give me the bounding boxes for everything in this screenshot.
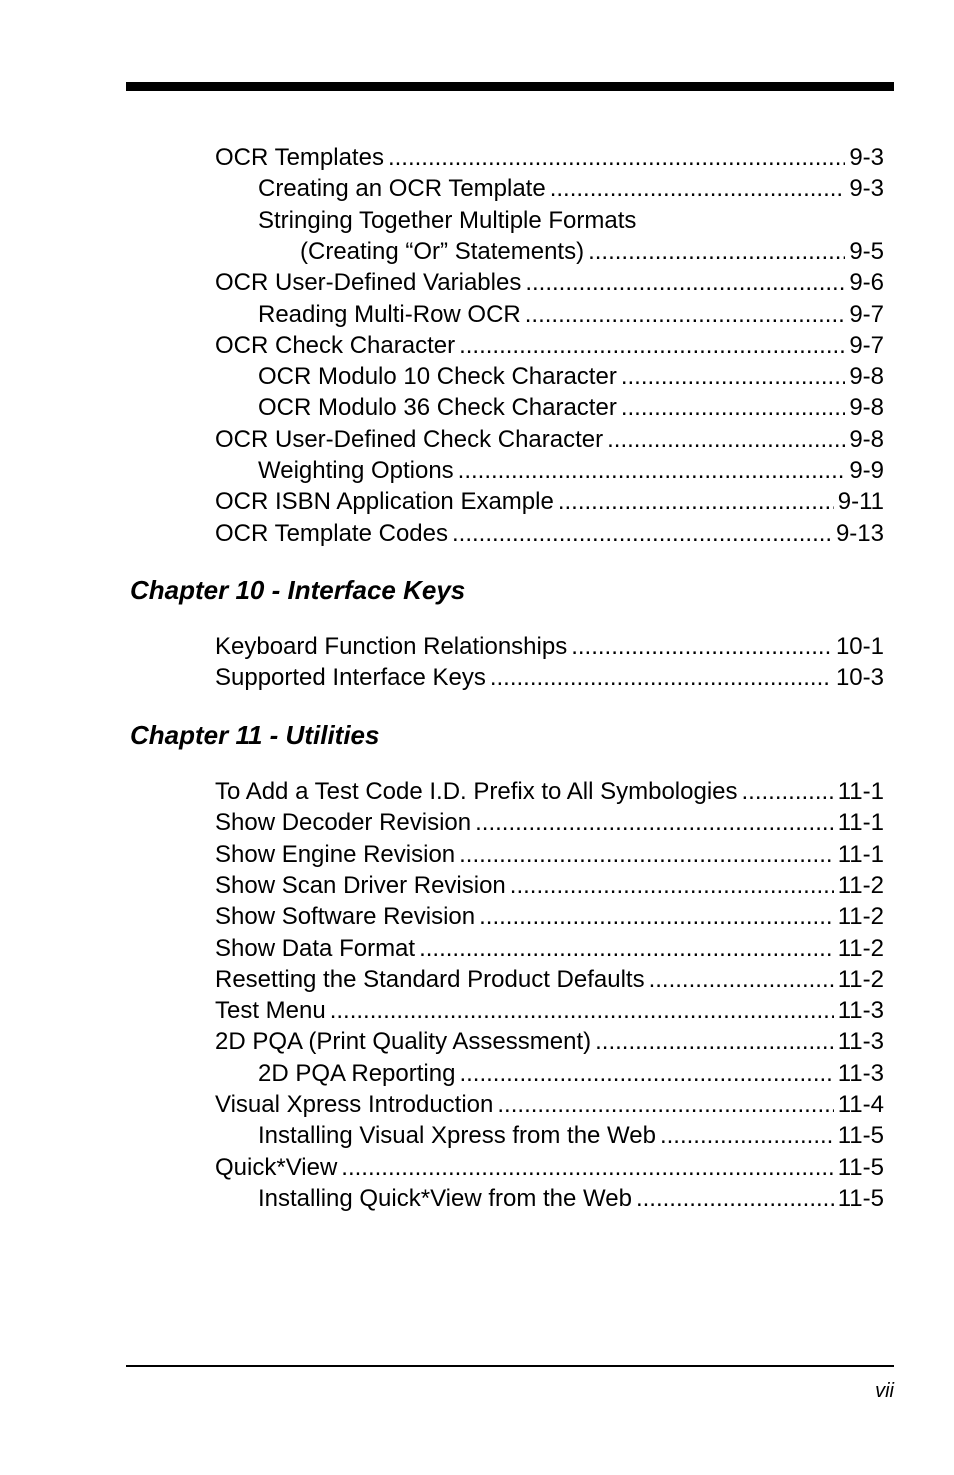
toc-entry-title: Reading Multi-Row OCR: [258, 300, 521, 328]
toc-entry-title: OCR Templates: [215, 144, 384, 171]
toc-entry[interactable]: [215, 776, 884, 807]
toc-leader-dots: [458, 455, 846, 486]
toc-entry-page: 9-5: [849, 237, 884, 265]
toc-entry-title: Show Scan Driver Revision: [215, 871, 506, 899]
toc-entry-page: 11-2: [837, 871, 884, 899]
toc-entry-title: Stringing Together Multiple Formats: [258, 206, 637, 234]
toc-entry[interactable]: [258, 392, 884, 423]
toc-leader-dots: [558, 486, 834, 517]
toc-entry[interactable]: [215, 330, 884, 361]
toc-leader-dots: [550, 173, 846, 204]
toc-entry-page: 11-5: [837, 1122, 884, 1150]
toc-entry[interactable]: [258, 1183, 884, 1214]
chapter-heading-10: Chapter 10 - Interface Keys: [130, 575, 466, 605]
toc-entry-page: 11-2: [837, 934, 884, 962]
toc-entry[interactable]: [258, 205, 884, 236]
toc-entry[interactable]: [215, 933, 884, 964]
toc-entry-page: 9-9: [849, 457, 884, 484]
toc-entry-page: 11-2: [837, 903, 884, 931]
toc-leader-dots: [525, 299, 846, 330]
toc-leader-dots: [607, 424, 845, 455]
toc-entry-page: 11-1: [837, 809, 884, 837]
toc-entry[interactable]: [215, 267, 884, 298]
toc-entry-title: OCR User-Defined Variables: [215, 269, 522, 297]
toc-leader-dots: [459, 1058, 833, 1089]
toc-entry-title: Show Engine Revision: [215, 840, 456, 868]
toc-entry[interactable]: [215, 662, 884, 693]
toc-entry-page: 11-5: [837, 1184, 884, 1212]
toc-leader-dots: [660, 1120, 834, 1151]
toc-entry-title: 2D PQA Reporting: [258, 1059, 456, 1087]
toc-entry-title: Quick*View: [215, 1153, 338, 1181]
toc-entry-page: 9-6: [849, 269, 884, 297]
toc-entry[interactable]: [215, 424, 884, 455]
toc-entry-title: OCR User-Defined Check Character: [215, 425, 604, 453]
toc-leader-dots: [510, 870, 834, 901]
toc-leader-dots: [419, 933, 834, 964]
toc-entry-title: OCR ISBN Application Example: [215, 488, 554, 516]
toc-entry-title: Test Menu: [215, 997, 326, 1025]
page-number: vii: [875, 1380, 894, 1402]
toc-entry[interactable]: [258, 299, 884, 330]
toc-leader-dots: [459, 330, 845, 361]
toc-entry-page: 9-7: [849, 331, 884, 359]
toc-entry[interactable]: [215, 870, 884, 901]
toc-entry-page: 10-3: [835, 664, 884, 692]
toc-entry[interactable]: [215, 964, 884, 995]
toc-entry[interactable]: [215, 1089, 884, 1120]
toc-leader-dots: [621, 392, 845, 423]
toc-leader-dots: [341, 1152, 833, 1183]
toc-entry-title: Show Decoder Revision: [215, 809, 472, 837]
toc-entry-title: OCR Modulo 10 Check Character: [258, 363, 617, 391]
toc-entry[interactable]: [215, 995, 884, 1026]
toc-leader-dots: [388, 142, 845, 173]
toc-entry[interactable]: [215, 142, 884, 173]
toc-entry[interactable]: [215, 1152, 884, 1183]
toc-entry[interactable]: [258, 1120, 884, 1151]
toc-entry-page: 11-4: [837, 1091, 884, 1118]
toc-leader-dots: [459, 839, 834, 870]
toc-entry-title: OCR Check Character: [215, 331, 456, 359]
toc-entry-title: To Add a Test Code I.D. Prefix to All Symbologies: [215, 778, 738, 805]
toc-entry-title: Show Data Format: [215, 934, 416, 962]
toc-entry-page: 9-8: [849, 394, 884, 422]
toc-entry-title: Visual Xpress Introduction: [215, 1091, 494, 1118]
toc-entry-title: 2D PQA (Print Quality Assessment): [215, 1028, 592, 1056]
toc-leader-dots: [525, 267, 845, 298]
toc-entry[interactable]: [258, 455, 884, 486]
toc-entry[interactable]: [258, 173, 884, 204]
toc-leader-dots: [649, 964, 834, 995]
header-rule: [126, 82, 894, 91]
toc-entry-title: OCR Modulo 36 Check Character: [258, 394, 617, 422]
toc-leader-dots: [330, 995, 834, 1026]
toc-entry[interactable]: [300, 236, 884, 267]
toc-entry-page: 11-3: [837, 997, 884, 1025]
toc-entry-page: 11-2: [837, 965, 884, 993]
toc-leader-dots: [621, 361, 845, 392]
toc-leader-dots: [636, 1183, 834, 1214]
toc-entry-title: Supported Interface Keys: [215, 664, 486, 692]
toc-entry-page: 9-3: [849, 144, 884, 171]
toc-leader-dots: [452, 518, 832, 549]
toc-leader-dots: [497, 1089, 833, 1120]
toc-entry-page: 11-3: [837, 1059, 884, 1087]
toc-leader-dots: [595, 1026, 834, 1057]
toc-leader-dots: [571, 631, 832, 662]
toc-entry-title: OCR Template Codes: [215, 519, 448, 547]
toc-entry-page: 9-13: [835, 519, 884, 547]
toc-entry-page: 11-3: [837, 1028, 884, 1056]
toc-entry[interactable]: [215, 518, 884, 549]
toc-entry-page: 9-8: [849, 425, 884, 453]
toc-leader-dots: [588, 236, 845, 267]
toc-entry-page: 11-5: [837, 1153, 884, 1181]
toc-leader-dots: [475, 807, 834, 838]
toc-entry-page: 11-1: [837, 840, 884, 868]
toc-entry-page: 11-1: [837, 778, 884, 805]
toc-entry[interactable]: [215, 1026, 884, 1057]
toc-entry-title: Installing Visual Xpress from the Web: [258, 1122, 656, 1150]
toc-leader-dots: [490, 662, 832, 693]
toc-entry[interactable]: [215, 631, 884, 662]
toc-entry-title: (Creating “Or” Statements): [300, 237, 585, 265]
toc-entry-page: 9-3: [849, 175, 884, 203]
chapter-heading-11: Chapter 11 - Utilities: [130, 720, 380, 750]
toc-entry-title: Creating an OCR Template: [258, 175, 546, 203]
toc-entry[interactable]: [215, 901, 884, 932]
toc-entry[interactable]: [215, 839, 884, 870]
toc-entry-title: Resetting the Standard Product Defaults: [215, 965, 645, 993]
toc-entry-page: 10-1: [835, 633, 884, 660]
toc-entry-title: Keyboard Function Relationships: [215, 633, 568, 660]
toc-entry-page: 9-11: [837, 488, 884, 516]
toc-entry-page: 9-7: [849, 300, 884, 328]
toc-entry[interactable]: [258, 361, 884, 392]
toc-leader-dots: [742, 776, 834, 807]
toc-entry[interactable]: [258, 1058, 884, 1089]
footer-rule: [126, 1365, 894, 1367]
toc-entry[interactable]: [215, 807, 884, 838]
toc-entry-page: 9-8: [849, 363, 884, 391]
toc-entry[interactable]: [215, 486, 884, 517]
toc-entry-title: Show Software Revision: [215, 903, 476, 931]
toc-leader-dots: [479, 901, 834, 932]
toc-entry-title: Weighting Options: [258, 457, 454, 484]
toc-entry-title: Installing Quick*View from the Web: [258, 1184, 632, 1212]
